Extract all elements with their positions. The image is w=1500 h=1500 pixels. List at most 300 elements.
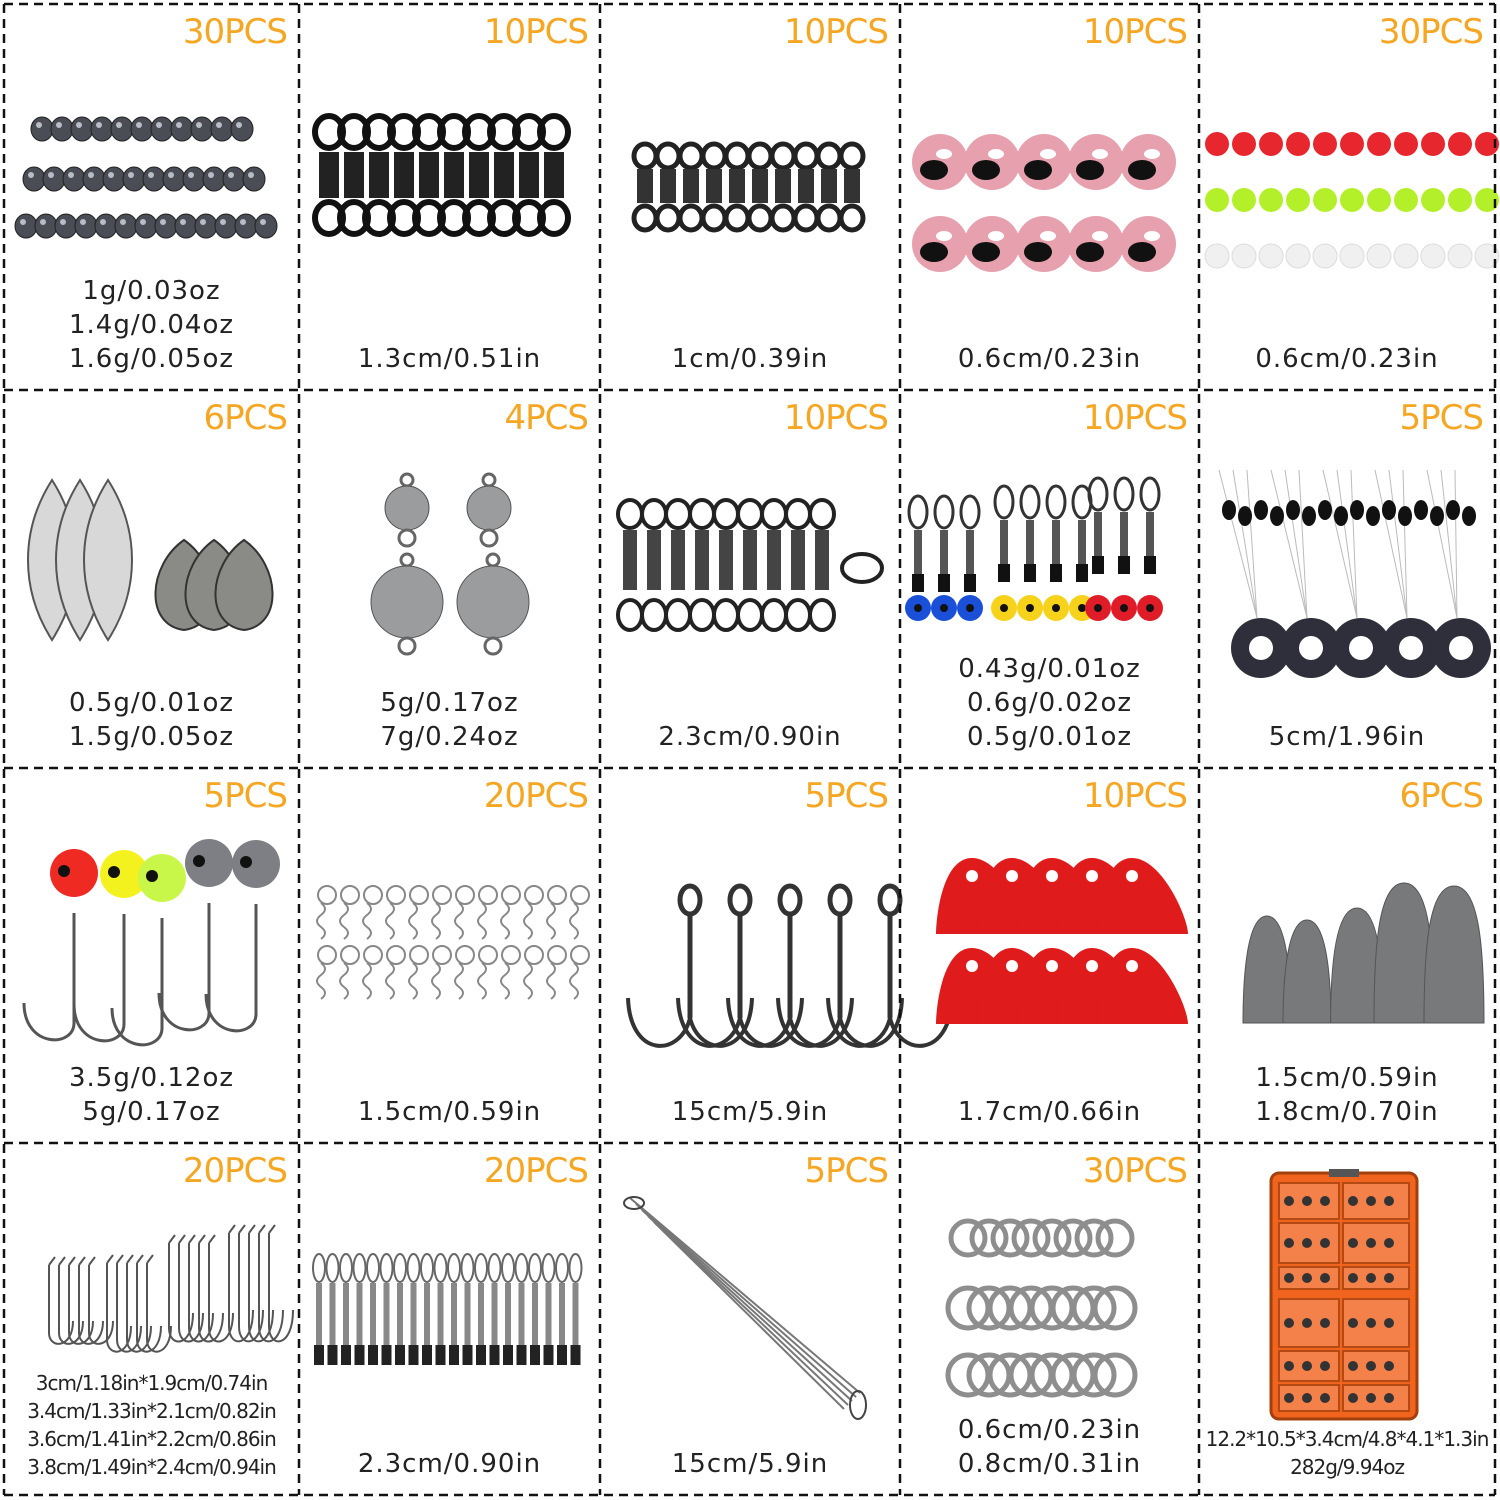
snap-loop [738,600,762,630]
snap-body [743,530,757,590]
stopper-bead-hole [1026,604,1034,612]
screw-loop [571,946,589,964]
jig-head [232,840,280,888]
shot-sinker [203,167,225,191]
swivel-eye [772,206,794,230]
snap-loop [714,500,738,528]
bead [1286,244,1310,268]
bead [1205,244,1229,268]
size-spec-line: 0.5g/0.01oz [68,688,235,718]
screw-coil [501,963,509,999]
snap-loop [381,1254,393,1282]
shot-sinker [91,117,113,141]
shot-highlight [248,172,254,178]
size-spec-line: 1.3cm/0.51in [357,344,542,374]
swivel-barrel [775,169,791,203]
piece-count: 10PCS [1082,776,1187,816]
piece-count: 6PCS [203,398,287,438]
size-spec [600,342,900,376]
stopper-bead-hole [1078,604,1086,612]
snap-body [647,530,661,590]
snap-loop [394,1254,406,1282]
stopper-bead-hole [1146,604,1154,612]
stopper-bead [1366,506,1380,526]
stopper-swivel [1094,512,1102,556]
eye-glint [1092,149,1108,159]
shot-sinker [163,167,185,191]
screw-loop [502,946,520,964]
jig-hook [24,913,74,1040]
snap-swivel [490,1345,500,1365]
snap-body [438,1283,444,1345]
snap-loop [556,1254,568,1282]
shot-sinker [111,117,133,141]
tackle-item [1348,1273,1358,1283]
swivel-barrel [369,152,389,198]
tackle-item [1366,1393,1376,1403]
shot-sinker [63,167,85,191]
stopper-sleeve [912,574,924,592]
shot-highlight [228,172,234,178]
screw-loop [479,946,497,964]
jig-head [185,839,233,887]
size-spec-line: 3.6cm/1.41in*2.2cm/0.86in [27,1427,276,1451]
snap-body [492,1283,498,1345]
size-spec-line: 3.8cm/1.49in*2.4cm/0.94in [27,1455,276,1479]
interlock-snap-swivels-image [299,1143,600,1495]
stopper-sleeve [1076,564,1088,582]
screw-coil [386,903,394,939]
snap-loop [690,500,714,528]
size-spec [299,342,600,376]
product-cell-bobber-stoppers [1199,390,1495,768]
size-spec-line: 1.7cm/0.66in [957,1097,1142,1127]
bead [1205,132,1229,156]
snap-swivel [409,1345,419,1365]
snap-body [559,1283,565,1345]
bead [1205,188,1229,212]
screw-coil [478,963,486,999]
product-cell-colored-beads [1199,4,1495,390]
bead [1232,244,1256,268]
snap-loop [313,1254,325,1282]
snap-loop [666,600,690,630]
screw-loop [387,946,405,964]
swivel-eye [657,206,679,230]
snap-body [397,1283,403,1345]
stopper-bead [1254,500,1268,520]
swivel-barrel [752,169,768,203]
snap-body [357,1283,363,1345]
screw-coil [317,903,325,939]
snap-swivel [328,1345,338,1365]
size-spec-line: 0.6g/0.02oz [966,688,1133,718]
stopper-bead [1302,506,1316,526]
stopper-bead-hole [966,604,974,612]
bead [1367,244,1391,268]
tackle-item [1384,1361,1394,1371]
size-spec [900,1095,1199,1129]
stopper-line [1441,470,1457,618]
bead [1394,188,1418,212]
tackle-item [1302,1273,1312,1283]
hook-cover-hole [1006,870,1018,882]
piece-count: 5PCS [1399,398,1483,438]
bead [1259,188,1283,212]
size-spec-line: 7g/0.24oz [380,722,519,752]
hook-cover-hole [1126,870,1138,882]
bobber-ring-hole [1299,636,1323,660]
snap-body [546,1283,552,1345]
shot-highlight [216,122,222,128]
swivel-eye [657,144,679,168]
stopper-line [1403,470,1407,618]
snap-body [424,1283,430,1345]
stopper-snap [935,496,953,528]
hook-cover-hole [1126,960,1138,972]
screw-coil [363,903,371,939]
tackle-item [1348,1361,1358,1371]
swivel-barrel [344,152,364,198]
size-spec-line: 1.5cm/0.59in [1255,1063,1439,1093]
snap-loop [570,1254,582,1282]
shot-sinker [151,117,173,141]
wire-leader [636,1204,856,1397]
shot-highlight [116,122,122,128]
bead [1421,244,1445,268]
snap-loop [354,1254,366,1282]
bobber-ring-hole [1399,636,1423,660]
tackle-item [1384,1238,1394,1248]
bead [1475,132,1499,156]
piece-count: 20PCS [182,1151,287,1191]
stopper-line [1271,470,1307,618]
swivel-barrel [637,169,653,203]
snap-loop [762,500,786,528]
jig-head [50,849,98,897]
snap-body [719,530,733,590]
size-spec-line: 1cm/0.39in [671,344,829,374]
snap-swivel [449,1345,459,1365]
shot-highlight [136,122,142,128]
screw-loop [479,886,497,904]
stopper-sleeve [1092,556,1104,574]
shot-sinker [223,167,245,191]
snap-loop [516,1254,528,1282]
screw-loop [571,886,589,904]
swivel-eye [818,144,840,168]
sinker-eye [487,554,499,566]
screw-coil [409,963,417,999]
shot-sinker [171,117,193,141]
wire-leader [654,1222,844,1409]
stopper-bead [1382,500,1396,520]
screw-coil [432,963,440,999]
snap-body [316,1283,322,1345]
size-spec-line: 3.4cm/1.33in*2.1cm/0.82in [27,1399,276,1423]
screw-coil [547,963,555,999]
snap-swivel [557,1345,567,1365]
stopper-bead [1462,506,1476,526]
sinker-eye [401,474,413,486]
bead [1448,244,1472,268]
stopper-bead [1286,500,1300,520]
shot-sinker [215,214,237,238]
snap-swivel [355,1345,365,1365]
jig-head [138,854,186,902]
screw-coil [478,903,486,939]
snap-swivel [530,1345,540,1365]
jig-eye [146,870,158,882]
ball-sinker [385,486,429,530]
ball-sinker [371,566,443,638]
snap-loop [618,500,642,528]
size-spec [900,652,1199,754]
size-spec [4,686,299,754]
snap-body [330,1283,336,1345]
screw-loop [341,946,359,964]
stopper-snap [1141,478,1159,510]
stopper-snap [1021,486,1039,518]
snap-loop [786,600,810,630]
snap-swivel [544,1345,554,1365]
shot-sinker [23,167,45,191]
screw-loop [387,886,405,904]
shot-highlight [40,219,46,225]
shot-highlight [88,172,94,178]
stopper-sleeve [938,574,950,592]
hook-cover-hole [1046,870,1058,882]
snap-loop [543,1254,555,1282]
eye-pupil [972,160,1000,180]
tackle-item [1284,1318,1294,1328]
swivel-eye [772,144,794,168]
size-spec [4,1369,299,1481]
jig-eye [240,856,252,868]
swivel-eye [818,206,840,230]
snap-loop [666,500,690,528]
stopper-bead-hole [1052,604,1060,612]
shot-sinker [35,214,57,238]
eye-glint [936,231,952,241]
leader-snap [850,1391,866,1419]
swivel-eye [795,144,817,168]
swivel-barrel [519,152,539,198]
size-spec-line: 5g/0.17oz [380,688,519,718]
screw-loop [318,886,336,904]
swivel-barrel [729,169,745,203]
size-spec-line: 0.6cm/0.23in [957,1415,1142,1445]
product-cell-treble-hooks [600,768,900,1143]
ball-sinker [467,486,511,530]
snap-loop [448,1254,460,1282]
tackle-item [1284,1361,1294,1371]
product-cell-lead-shot-sinkers [4,4,299,390]
treble-hooks-image [600,768,900,1143]
piece-count: 6PCS [1399,776,1483,816]
snap-loop [738,500,762,528]
snap-swivel [341,1345,351,1365]
hook-eye [880,886,900,914]
screw-coil [386,963,394,999]
snap-loop [842,554,882,582]
swivel-eye [795,206,817,230]
snap-body [791,530,805,590]
snap-swivel [571,1345,581,1365]
tackle-item [1348,1196,1358,1206]
bead [1340,132,1364,156]
shot-highlight [260,219,266,225]
eye-pupil [920,242,948,262]
snap-body [519,1283,525,1345]
snap-loop [462,1254,474,1282]
wire-leader [642,1210,852,1401]
snap-loop [690,600,714,630]
size-spec-line: 1.5g/0.05oz [68,722,235,752]
product-cell-barrel-swivels-small [600,4,900,390]
bead [1340,244,1364,268]
snap-loop [642,500,666,528]
screw-loop [318,946,336,964]
snap-body [532,1283,538,1345]
swivel-eye [841,144,863,168]
shot-sinker [31,117,53,141]
screw-coil [409,903,417,939]
snap-body [505,1283,511,1345]
size-spec-line: 12.2*10.5*3.4cm/4.8*4.1*1.3in [1205,1427,1489,1451]
product-cell-float-stoppers-swivels [900,390,1199,768]
piece-count: 10PCS [1082,12,1187,52]
eye-pupil [972,242,1000,262]
snap-loop [475,1254,487,1282]
swivel-eye [680,206,702,230]
stopper-line [1389,470,1407,618]
size-spec [600,1447,900,1481]
shot-highlight [76,122,82,128]
snap-swivel [503,1345,513,1365]
screw-coil [432,903,440,939]
snap-body [573,1283,579,1345]
screw-coil [455,963,463,999]
bead [1313,188,1337,212]
shot-highlight [240,219,246,225]
tackle-item [1302,1238,1312,1248]
shot-highlight [60,219,66,225]
snap-swivel [382,1345,392,1365]
tackle-item [1302,1318,1312,1328]
snap-loop [489,1254,501,1282]
tackle-item [1320,1318,1330,1328]
swivel-barrel [844,169,860,203]
snap-loop [421,1254,433,1282]
swivel-barrel [660,169,676,203]
snap-loop [618,600,642,630]
stopper-sleeve [1144,556,1156,574]
piece-count: 10PCS [783,12,888,52]
screw-coil [524,903,532,939]
size-spec [900,1413,1199,1481]
swivel-barrel [394,152,414,198]
size-spec-line: 3.5g/0.12oz [68,1063,235,1093]
stopper-bead-hole [914,604,922,612]
shot-highlight [208,172,214,178]
snap-loop [642,600,666,630]
piece-count: 30PCS [1378,12,1483,52]
piece-count: 4PCS [504,398,588,438]
snap-loop [327,1254,339,1282]
shot-sinker [195,214,217,238]
shot-sinker [43,167,65,191]
bobber-ring-hole [1449,636,1473,660]
swivel-eye [749,206,771,230]
stopper-bead [1398,506,1412,526]
piece-count: 20PCS [483,776,588,816]
product-cell-jig-heads [4,768,299,1143]
screw-loop [548,886,566,904]
shot-highlight [180,219,186,225]
snap-loop [367,1254,379,1282]
stopper-bead-hole [1094,604,1102,612]
bead [1448,188,1472,212]
tackle-item [1320,1273,1330,1283]
eye-glint [988,231,1004,241]
swivel-barrel [419,152,439,198]
snap-body [451,1283,457,1345]
jig-hook [74,914,124,1041]
size-spec-line: 0.8cm/0.31in [957,1449,1142,1479]
bait-screws-image [299,768,600,1143]
swivel-eye [726,206,748,230]
swivel-barrel [494,152,514,198]
tackle-item [1302,1393,1312,1403]
shot-sinker [83,167,105,191]
shot-sinker [95,214,117,238]
ball-sinker [457,566,529,638]
shot-sinker [103,167,125,191]
split-ring [1098,1221,1132,1255]
sinker-eye [399,530,415,546]
size-spec [299,686,600,754]
size-spec-line: 1.6g/0.05oz [68,344,235,374]
shot-sinker [143,167,165,191]
shot-highlight [28,172,34,178]
swivel-barrel [444,152,464,198]
hook-cover-hole [1086,870,1098,882]
snap-body [815,530,829,590]
jig-eye [193,855,205,867]
snap-loop [810,600,834,630]
piece-count: 5PCS [203,776,287,816]
jig-eye [58,865,70,877]
size-spec-line: 15cm/5.9in [671,1449,829,1479]
size-spec-line: 5g/0.17oz [82,1097,221,1127]
shot-highlight [120,219,126,225]
bead [1394,132,1418,156]
swivel-barrel [706,169,722,203]
tackle-item [1320,1393,1330,1403]
bead [1421,188,1445,212]
jig-hook [112,918,162,1045]
stopper-snap [1115,478,1133,510]
shot-highlight [68,172,74,178]
shot-sinker [15,214,37,238]
wire-leader [630,1198,860,1393]
eye-glint [1092,231,1108,241]
eye-pupil [1128,242,1156,262]
colored-beads-image [1199,4,1495,390]
screw-coil [524,963,532,999]
screw-loop [548,946,566,964]
